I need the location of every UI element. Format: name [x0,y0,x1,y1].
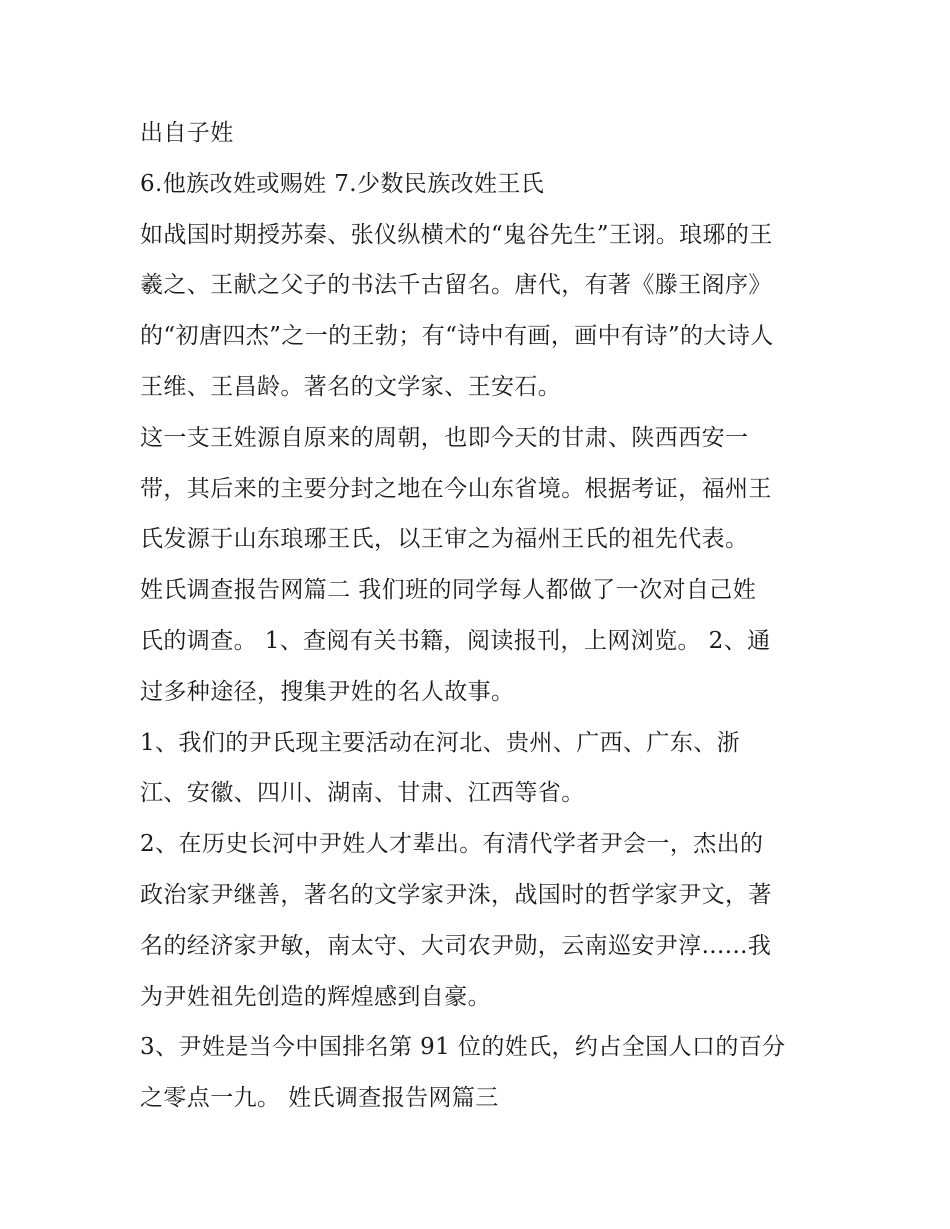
text-line-8: 带，其后来的主要分封之地在今山东省境。根据考证，福州王 [140,475,772,502]
text-line-6: 王维、王昌龄。著名的文学家、王安石。 [140,373,562,400]
text-line-5: 的“初唐四杰”之一的王勃；有“诗中有画，画中有诗”的大诗人 [140,323,774,350]
text-line-14: 江、安徽、四川、湖南、甘肃、江西等省。 [140,780,585,807]
text-line-17: 名的经济家尹敏，南太守、大司农尹勋，云南巡安尹淳......我 [140,932,772,959]
text-line-7: 这一支王姓源自原来的周朝，也即今天的甘肃、陕西西安一 [140,424,749,451]
text-line-10: 姓氏调查报告网篇二 我们班的同学每人都做了一次对自己姓 [140,577,757,604]
text-line-19: 3、尹姓是当今中国排名第 91 位的姓氏，约占全国人口的百分 [140,1034,786,1061]
text-line-18: 为尹姓祖先创造的辉煌感到自豪。 [140,983,491,1010]
text-line-9: 氏发源于山东琅琊王氏，以王审之为福州王氏的祖先代表。 [140,526,749,553]
text-line-4: 羲之、王献之父子的书法千古留名。唐代，有著《滕王阁序》 [140,272,772,299]
text-line-11: 氏的调查。 1、查阅有关书籍，阅读报刊，上网浏览。 2、通 [140,627,771,654]
text-line-12: 过多种途径，搜集尹姓的名人故事。 [140,678,515,705]
text-line-16: 政治家尹继善，著名的文学家尹洙，战国时的哲学家尹文，著 [140,881,772,908]
text-line-3: 如战国时期授苏秦、张仪纵横术的“鬼谷先生”王诩。琅琊的王 [140,221,773,248]
document-body [140,108,820,1124]
text-line-20: 之零点一九。 姓氏调查报告网篇三 [140,1085,499,1112]
text-line-13: 1、我们的尹氏现主要活动在河北、贵州、广西、广东、浙 [140,729,741,756]
text-line-2: 6.他族改姓或赐姓 7.少数民族改姓王氏 [140,170,545,197]
text-line-15: 2、在历史长河中尹姓人才辈出。有清代学者尹会一，杰出的 [140,831,764,858]
text-line-1: 出自子姓 [140,120,234,146]
